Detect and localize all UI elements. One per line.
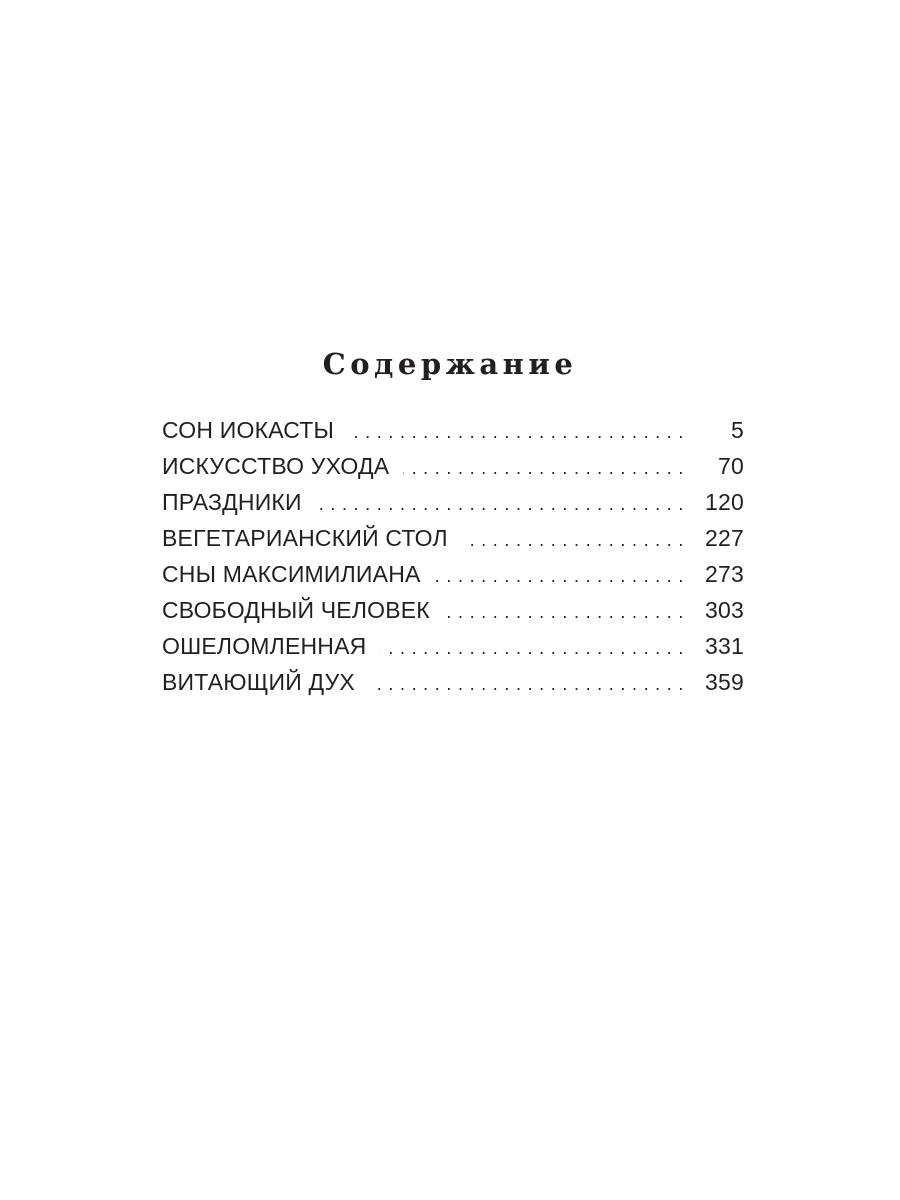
dot-leader [380, 630, 690, 666]
dot-leader [316, 486, 690, 522]
toc-entry[interactable] [162, 520, 744, 556]
dot-leader [444, 594, 690, 630]
toc-entry-title: ПРАЗДНИКИ [162, 489, 302, 515]
table-of-contents [162, 412, 744, 700]
toc-entry-page-number: 303 [705, 597, 744, 623]
toc-entry-title: СВОБОДНЫЙ ЧЕЛОВЕК [162, 597, 430, 623]
toc-entry[interactable] [162, 484, 744, 520]
toc-entry[interactable] [162, 556, 744, 592]
page-title: Содержание [322, 347, 578, 381]
toc-entry[interactable] [162, 664, 744, 700]
toc-entry[interactable] [162, 412, 744, 448]
toc-entry-page-number: 331 [705, 633, 744, 659]
toc-entry-title: ВИТАЮЩИЙ ДУХ [162, 669, 355, 695]
toc-entry-title: ОШЕЛОМЛЕННАЯ [162, 633, 367, 659]
toc-entry[interactable] [162, 448, 744, 484]
toc-entry-page-number: 120 [705, 489, 744, 515]
toc-entry-page-number: 359 [705, 669, 744, 695]
toc-entry-title: СНЫ МАКСИМИЛИАНА [162, 561, 421, 587]
toc-entry-title: СОН ИОКАСТЫ [162, 417, 335, 443]
toc-entry-title: ВЕГЕТАРИАНСКИЙ СТОЛ [162, 525, 448, 551]
toc-entry-title: ИСКУССТВО УХОДА [162, 453, 390, 479]
dot-leader [435, 558, 690, 594]
dot-leader [403, 450, 690, 486]
dot-leader [369, 666, 690, 702]
dot-leader [348, 414, 690, 450]
toc-entry-page-number: 227 [705, 525, 744, 551]
toc-entry-page-number: 273 [705, 561, 744, 587]
toc-entry[interactable] [162, 628, 744, 664]
toc-entry-page-number: 5 [731, 417, 744, 443]
dot-leader [462, 522, 690, 558]
toc-entry-page-number: 70 [718, 453, 744, 479]
toc-entry[interactable] [162, 592, 744, 628]
